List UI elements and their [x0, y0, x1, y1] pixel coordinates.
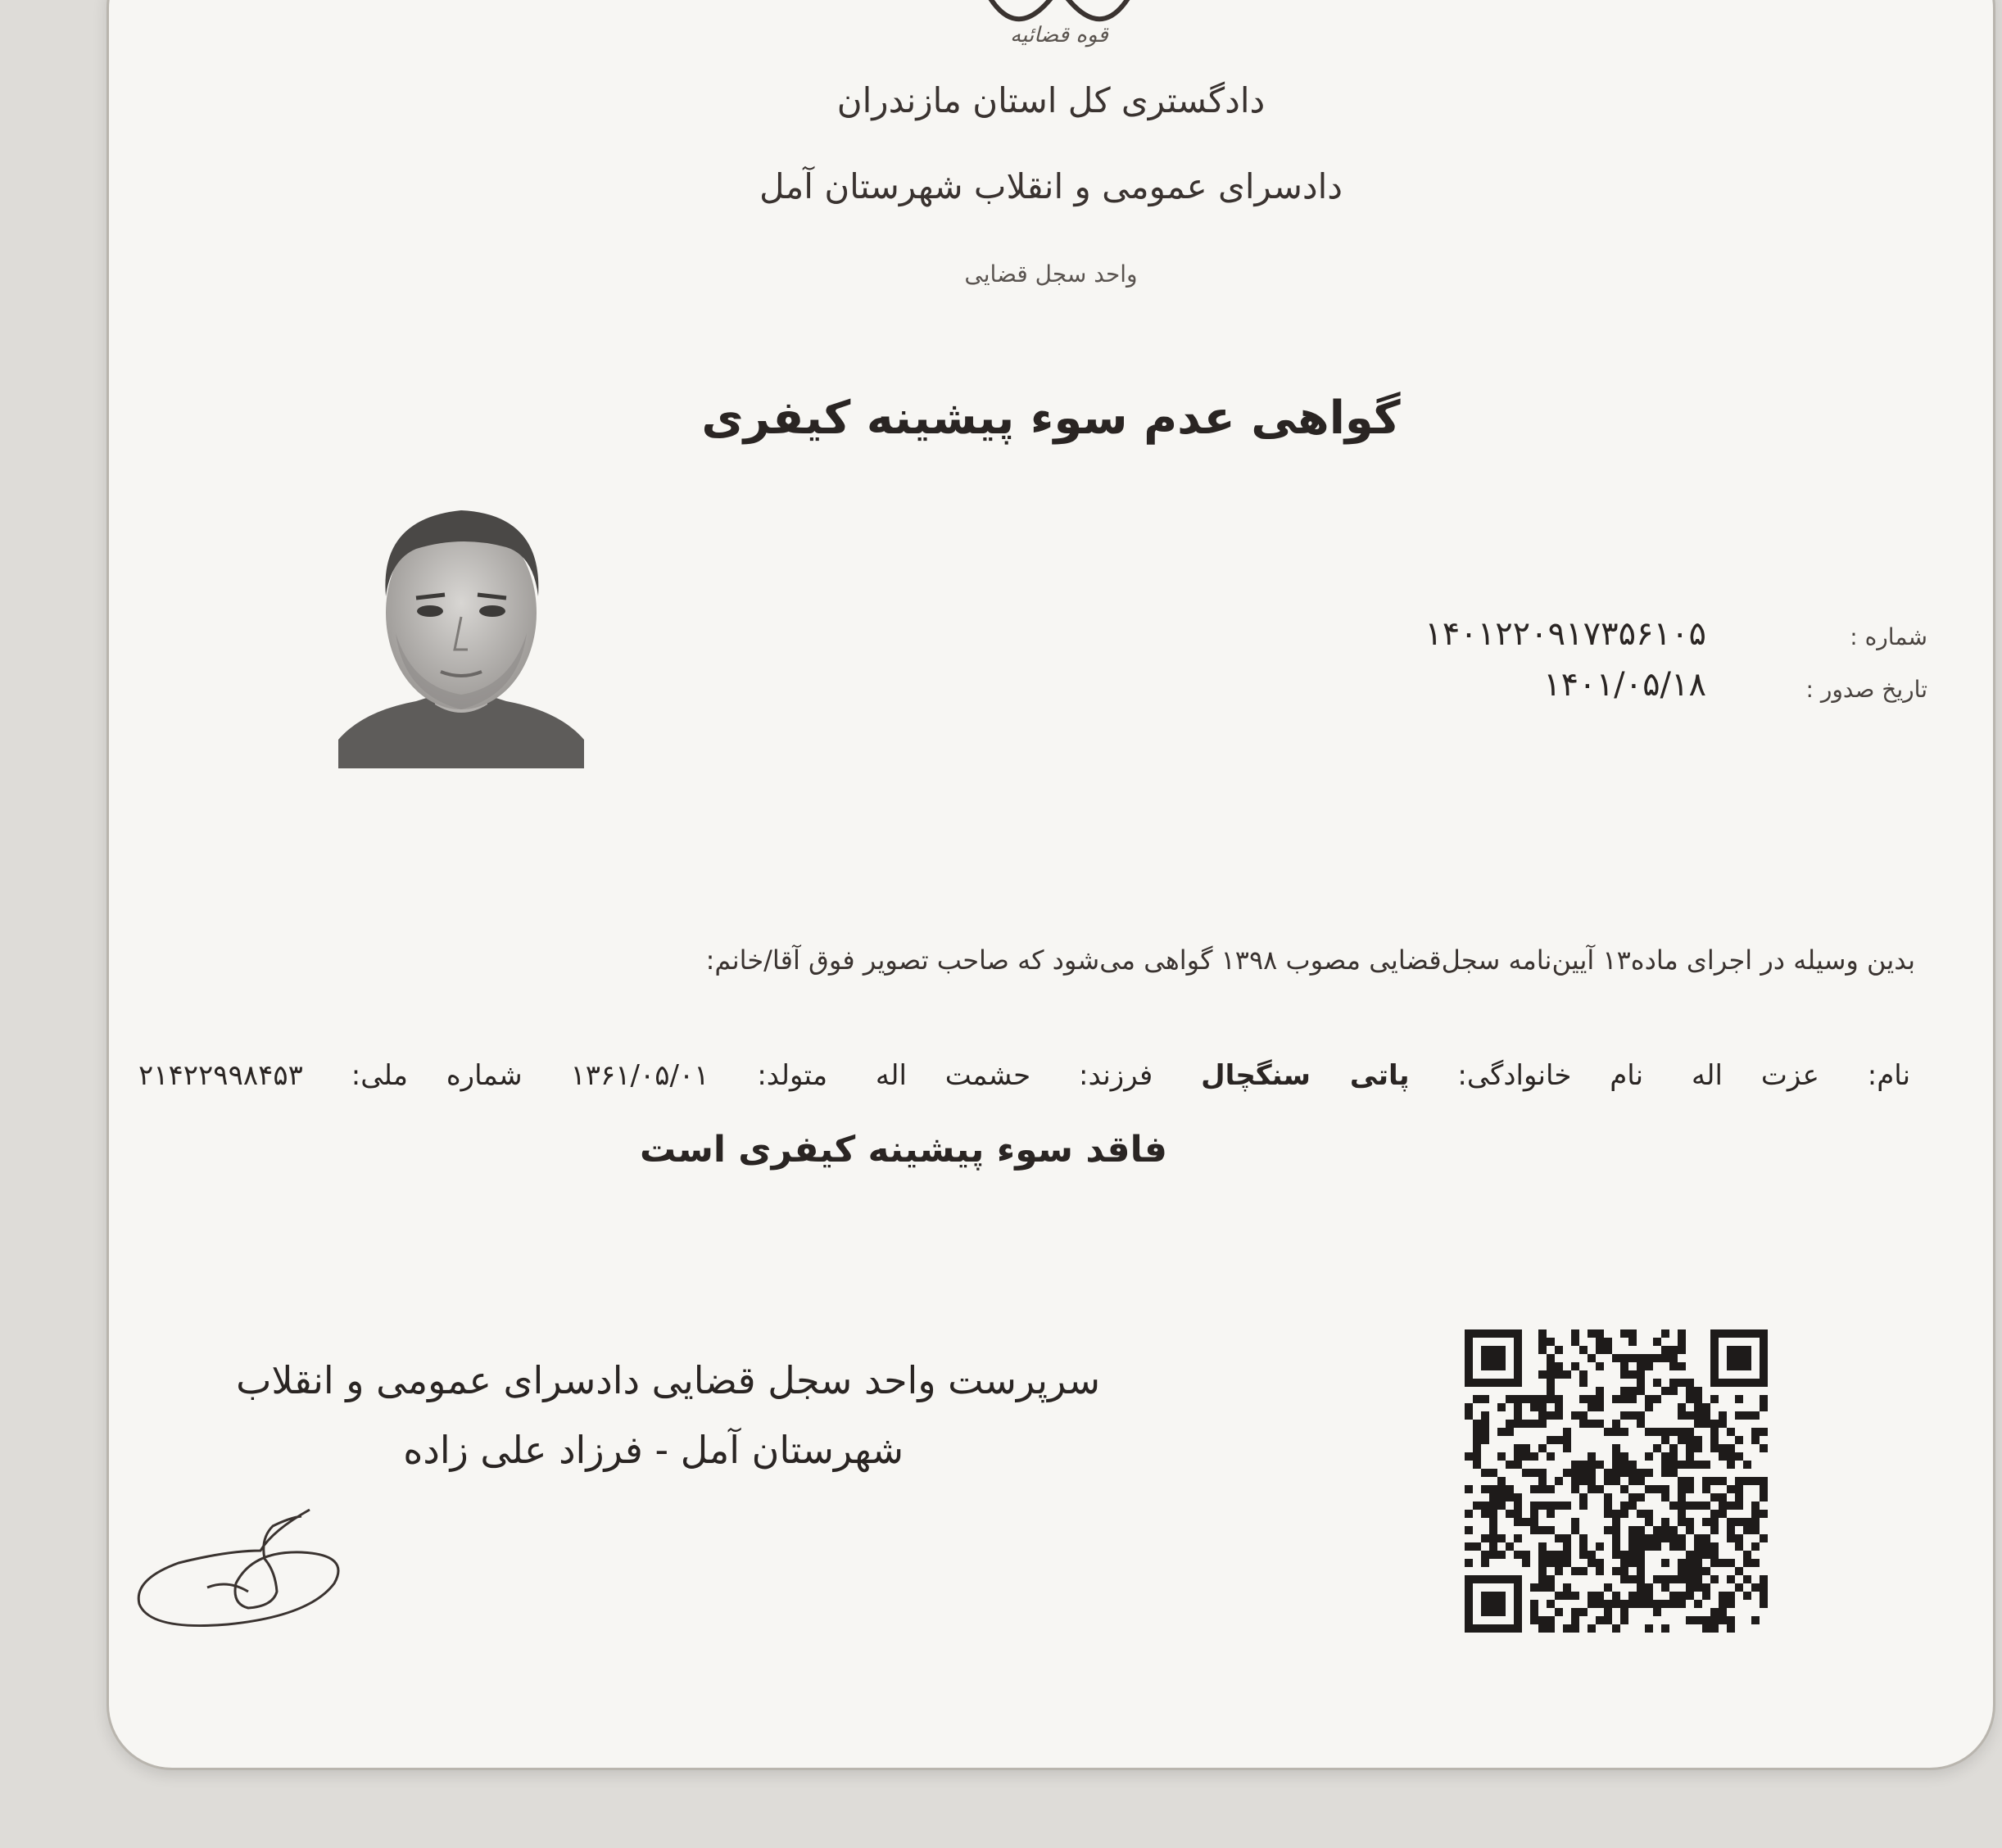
signatory-title: سرپرست واحد سجل قضایی دادسرای عمومی و انقلاب [236, 1358, 1100, 1402]
certificate-sheet [106, 0, 1995, 1770]
signatory-name: شهرستان آمل - فرزاد علی زاده [403, 1428, 904, 1472]
issue-date: ۱۴۰۱/۰۵/۱۸ [1543, 666, 1706, 704]
header-province-court: دادگستری کل استان مازندران [836, 80, 1266, 120]
national-id: ۲۱۴۲۲۹۹۸۴۵۳ [138, 1059, 303, 1092]
father-name: حشمت اله [875, 1059, 1031, 1092]
family-name-label: نام خانوادگی: [1457, 1059, 1644, 1092]
number-label: شماره : [1850, 623, 1927, 650]
header-records-unit: واحد سجل قضایی [964, 260, 1138, 288]
certificate-title: گواهی عدم سوء پیشینه کیفری [701, 392, 1401, 445]
applicant-photo [338, 490, 584, 768]
certificate-number: ۱۴۰۱۲۲۰۹۱۷۳۵۶۱۰۵ [1424, 615, 1706, 653]
qr-code-icon [1452, 1313, 1780, 1649]
national-id-label: شماره ملی: [351, 1059, 523, 1092]
first-name: عزت اله [1691, 1059, 1819, 1092]
family-name: پاتی سنگچال [1201, 1059, 1410, 1092]
birth-date-label: متولد: [757, 1059, 828, 1092]
person-details [134, 1059, 1915, 1092]
verdict-statement: فاقد سوء پیشینه کیفری است [640, 1129, 1167, 1171]
issue-date-label: تاریخ صدور : [1805, 676, 1927, 703]
emblem-label: قوه قضائیه [1010, 23, 1108, 48]
name-label: نام: [1867, 1059, 1911, 1092]
header-prosecutor-office: دادسرای عمومی و انقلاب شهرستان آمل [759, 166, 1343, 206]
father-name-label: فرزند: [1079, 1059, 1153, 1092]
signature-drawing [129, 1493, 424, 1641]
certificate-intro: بدین وسیله در اجرای ماده۱۳ آیین‌نامه سجل‌قضایی مصوب ۱۳۹۸ گواهی می‌شود که صاحب تصویر فوق آقا/خانم: [705, 944, 1915, 976]
birth-date: ۱۳۶۱/۰۵/۰۱ [570, 1059, 709, 1092]
